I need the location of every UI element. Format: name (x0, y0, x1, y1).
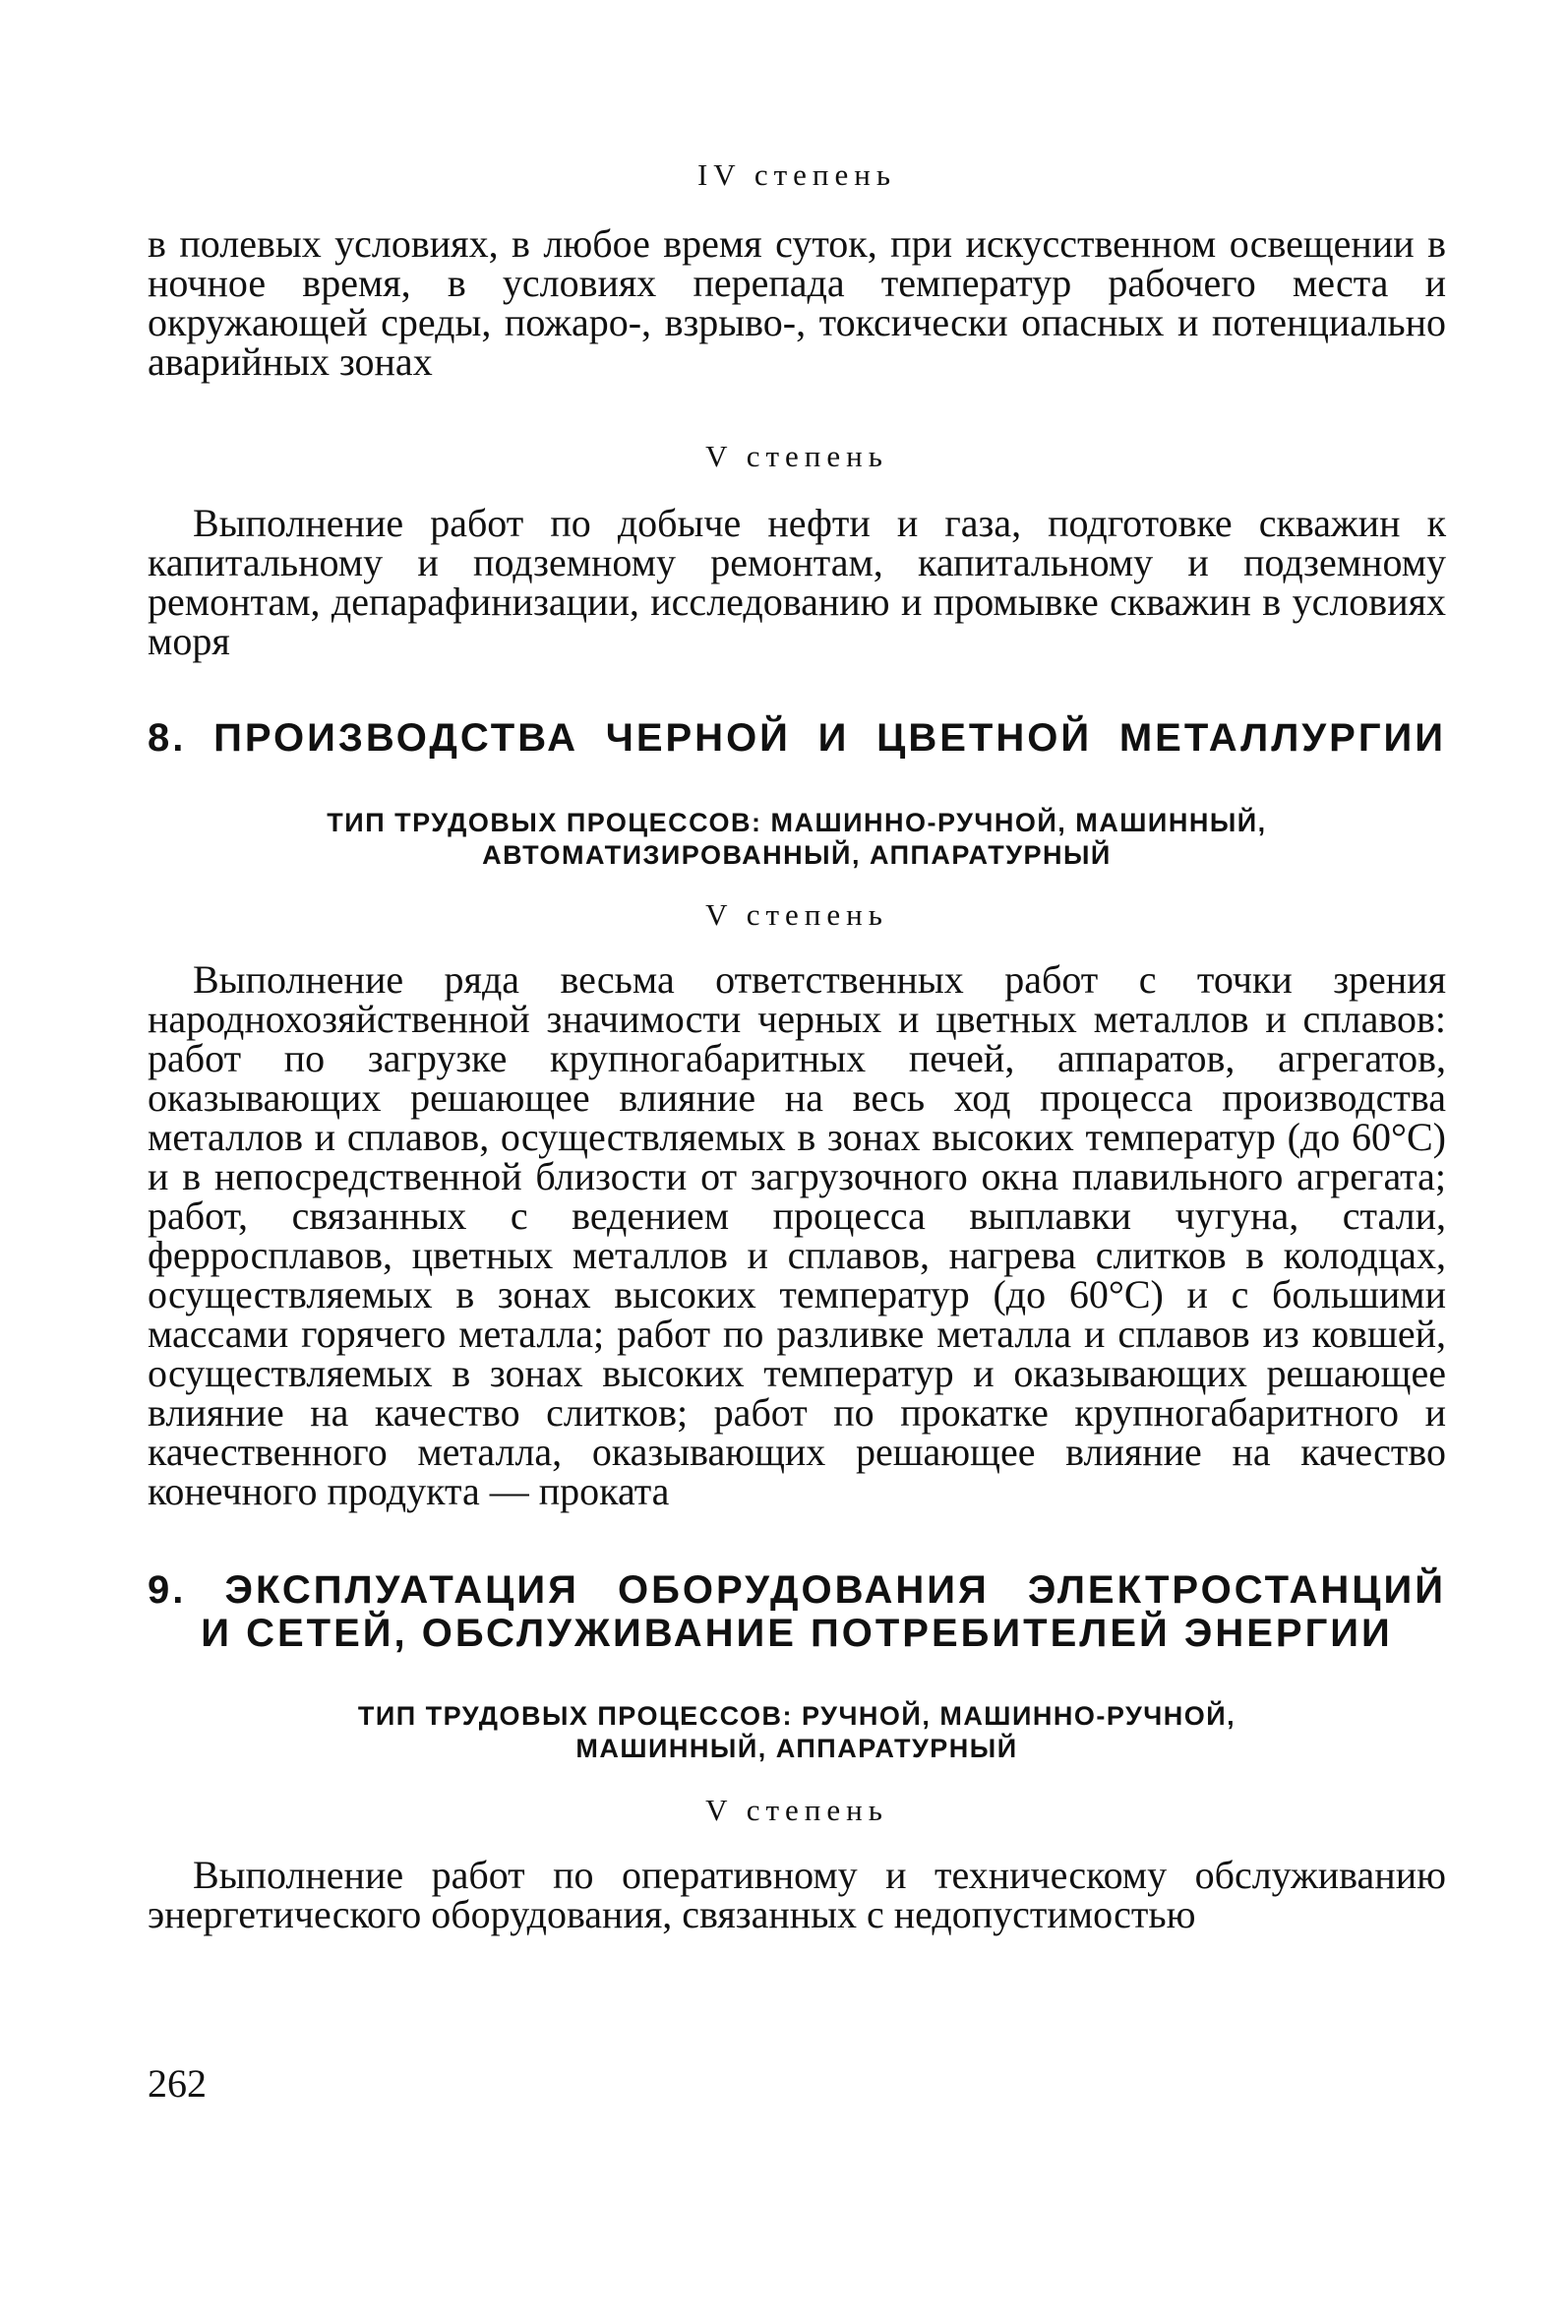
section-9-subtitle-line-1: ТИП ТРУДОВЫХ ПРОЦЕССОВ: РУЧНОЙ, МАШИННО-РУЧНОЙ, (357, 1701, 1236, 1731)
section-9-subtitle-line-2: МАШИННЫЙ, АППАРАТУРНЫЙ (575, 1734, 1018, 1763)
section-8-title: 8. ПРОИЗВОДСТВА ЧЕРНОЙ И ЦВЕТНОЙ МЕТАЛЛУРГИИ (148, 716, 1446, 760)
section-9-title-line-2: И СЕТЕЙ, ОБСЛУЖИВАНИЕ ПОТРЕБИТЕЛЕЙ ЭНЕРГИИ (201, 1612, 1393, 1655)
page-content (148, 157, 1446, 1934)
section-8-subtitle-line-1: ТИП ТРУДОВЫХ ПРОЦЕССОВ: МАШИННО-РУЧНОЙ, МАШИННЫЙ, (327, 808, 1267, 837)
paragraph-grade-v-3: Выполнение работ по оперативному и техническому обслуживанию энергетического оборудования, связанных с недопустимостью (148, 1853, 1446, 1936)
section-8-subtitle (148, 807, 1446, 872)
grade-heading-v-3: V степень (705, 1793, 888, 1827)
section-9-title-line-1: 9. ЭКСПЛУАТАЦИЯ ОБОРУДОВАНИЯ ЭЛЕКТРОСТАНЦИЙ (148, 1568, 1446, 1612)
paragraph-grade-v-1: Выполнение работ по добыче нефти и газа, подготовке скважин к капитальному и подземному ремонтам, капитальному и подземному ремонтам, депарафинизации, исследованию и промывке скважин в условиях моря (148, 501, 1446, 663)
section-9-subtitle (148, 1700, 1446, 1765)
grade-heading-v-1: V степень (705, 439, 888, 473)
paragraph-grade-v-2: Выполнение ряда весьма ответственных работ с точки зрения народнохозяйственной значимости черных и цветных металлов и сплавов: работ по загрузке крупногабаритных печей, аппаратов, агрегатов, оказывающих решающее влияние на весь ход процесса производства металлов и сплавов, осуществляемых в зонах высоких температур (до 60°С) и в непосредственной близости от загрузочного окна плавильного агрегата; работ, связанных с ведением процесса выплавки чугуна, стали, ферросплавов, цветных металлов и сплавов, нагрева слитков в колодцах, осуществляемых в зонах высоких температур (до 60°С) и с большими массами горячего металла; работ по разливке металла и сплавов из ковшей, осуществляемых в зонах высоких температур и оказывающих решающее влияние на качество слитков; работ по прокатке крупногабаритного и качественного металла, оказывающих решающее влияние на качество конечного продукта — проката (148, 957, 1446, 1513)
grade-heading-iv: IV степень (696, 157, 897, 192)
section-8-subtitle-line-2: АВТОМАТИЗИРОВАННЫЙ, АППАРАТУРНЫЙ (482, 840, 1112, 870)
grade-heading-v-2: V степень (705, 897, 888, 932)
page-number: 262 (148, 2061, 207, 2106)
paragraph-grade-iv: в полевых условиях, в любое время суток, при искусственном освещении в ночное время, в условиях перепада температур рабочего места и окружающей среды, пожаро-, взрыво-, токсически опасных и потенциально аварийных зонах (148, 221, 1446, 384)
section-9-title (148, 1568, 1446, 1655)
